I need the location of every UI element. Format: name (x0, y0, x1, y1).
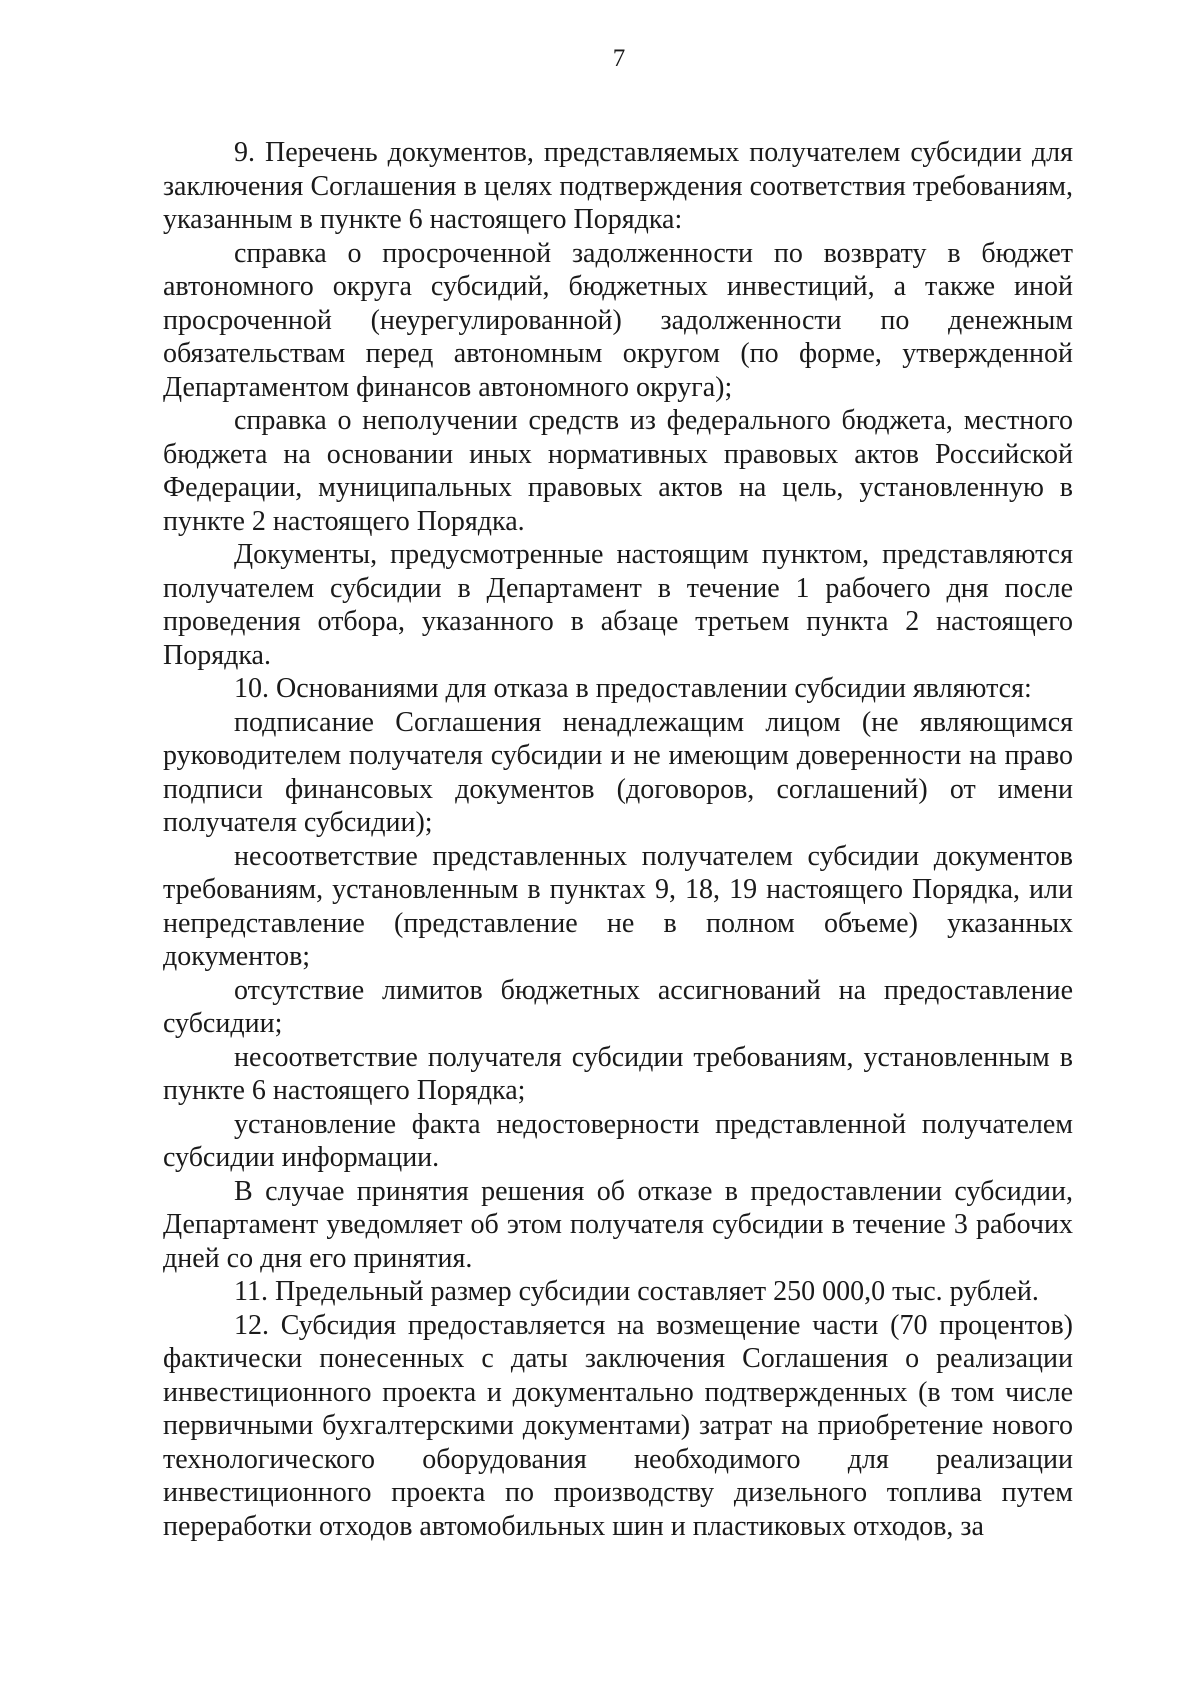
paragraph-10-heading: 10. Основаниями для отказа в предоставлении субсидии являются: (234, 673, 1032, 704)
paragraph-submission-term: Документы, предусмотренные настоящим пунктом, представляются получателем субсидии в Департамент в течение 1 рабочего дня после проведения отбора, указанного в абзаце третьем пункта 2 настоящего Порядка. (163, 539, 1073, 671)
document-body (163, 136, 1073, 1543)
paragraph-refusal-notice: В случае принятия решения об отказе в предоставлении субсидии, Департамент уведомляет об этом получателя субсидии в течение 3 рабочих дней со дня его принятия. (163, 1175, 1073, 1274)
paragraph-9-heading: 9. Перечень документов, представляемых получателем субсидии для заключения Соглашения в целях подтверждения соответствия требованиям, указанным в пункте 6 настоящего Порядка: (163, 137, 1073, 235)
paragraph-non-receipt-certificate: справка о неполучении средств из федерального бюджета, местного бюджета на основании иных нормативных правовых актов Российской Федерации, муниципальных правовых актов на цель, установленную в пункте 2 настоящего Порядка. (163, 405, 1073, 537)
paragraph-improper-signature: подписание Соглашения ненадлежащим лицом (не являющимся руководителем получателя субсидии и не имеющим доверенности на право подписи финансовых документов (договоров, соглашений) от имени получателя субсидии); (163, 706, 1073, 838)
paragraph-document-mismatch: несоответствие представленных получателем субсидии документов требованиям, установленным в пунктах 9, 18, 19 настоящего Порядка, или непредставление (представление не в полном объеме) указанных документов; (163, 840, 1073, 972)
paragraph-12-purpose: 12. Субсидия предоставляется на возмещение части (70 процентов) фактически понесенных с даты заключения Соглашения о реализации инвестиционного проекта и документально подтвержденных (в том числе первичными бухгалтерскими документами) затрат на приобретение нового технологического оборудования необходимого для реализации инвестиционного проекта по производству дизельного топлива путем переработки отходов автомобильных шин и пластиковых отходов, за (163, 1309, 1073, 1542)
paragraph-no-budget-limits: отсутствие лимитов бюджетных ассигнований на предоставление субсидии; (163, 974, 1073, 1039)
paragraph-false-information: установление факта недостоверности представленной получателем субсидии информации. (163, 1108, 1073, 1173)
paragraph-recipient-mismatch: несоответствие получателя субсидии требованиям, установленным в пункте 6 настоящего Порядка; (163, 1041, 1073, 1106)
paragraph-debt-certificate: справка о просроченной задолженности по возврату в бюджет автономного округа субсидий, бюджетных инвестиций, а также иной просроченной (неурегулированной) задолженности по денежным обязательствам перед автономным округом (по форме, утвержденной Департаментом финансов автономного округа); (163, 237, 1073, 403)
paragraph-11-limit: 11. Предельный размер субсидии составляет 250 000,0 тыс. рублей. (234, 1276, 1039, 1307)
page-number: 7 (612, 45, 626, 72)
